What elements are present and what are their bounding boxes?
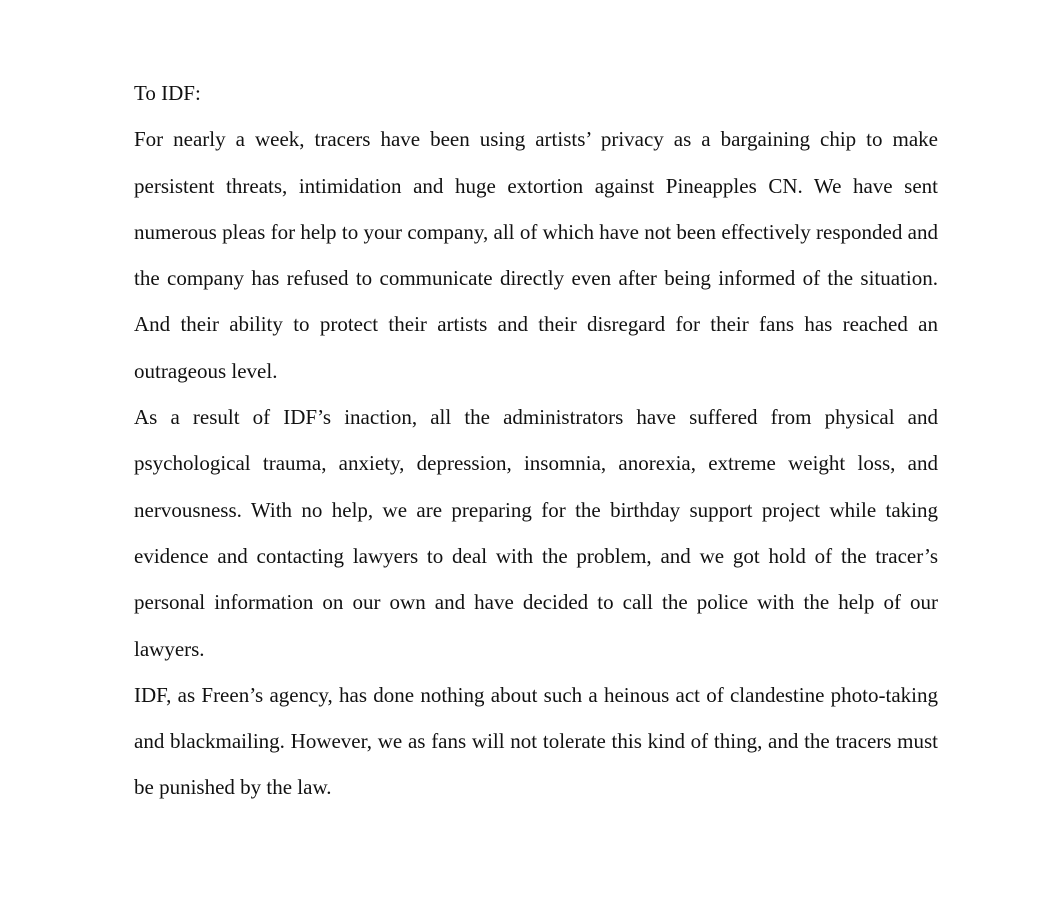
letter-body	[134, 70, 938, 811]
letter-paragraph-2: As a result of IDF’s inaction, all the administrators have suffered from physical and psychological trauma, anxiety, depression, insomnia, anorexia, extreme weight loss, and nervousness. With no help, we are preparing for the birthday support project while taking evidence and contacting lawyers to deal with the problem, and we got hold of the tracer’s personal information on our own and have decided to call the police with the help of our lawyers.	[134, 405, 938, 661]
letter-salutation: To IDF:	[134, 81, 201, 105]
letter-paragraph-1: For nearly a week, tracers have been using artists’ privacy as a bargaining chip to make persistent threats, intimidation and huge extortion against Pineapples CN. We have sent numerous pleas for help to your company, all of which have not been effectively responded and the company has refused to communicate directly even after being informed of the situation. And their ability to protect their artists and their disregard for their fans has reached an outrageous level.	[134, 127, 938, 383]
letter-paragraph-3: IDF, as Freen’s agency, has done nothing about such a heinous act of clandestine photo-taking and blackmailing. However, we as fans will not tolerate this kind of thing, and the tracers must be punished by the law.	[134, 682, 938, 800]
